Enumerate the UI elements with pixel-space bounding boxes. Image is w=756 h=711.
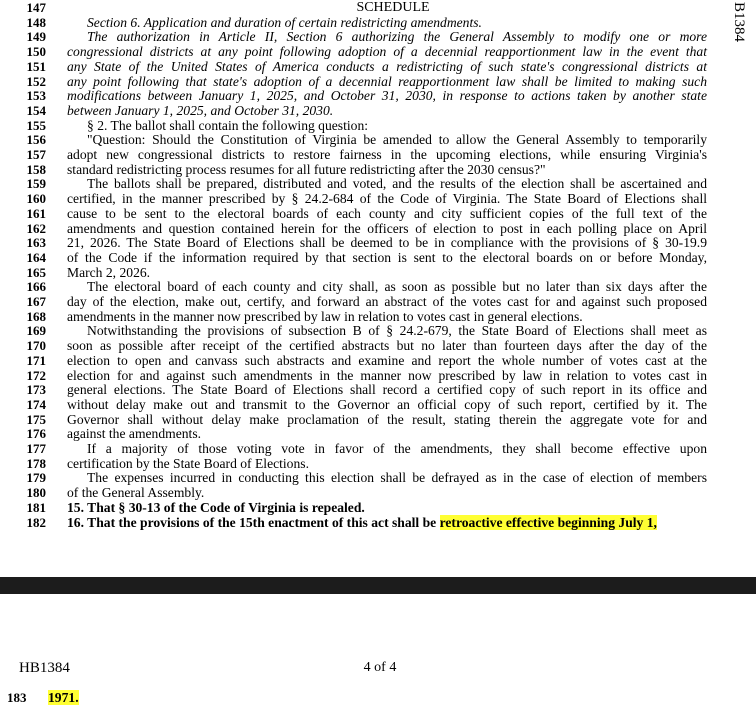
line-number: 180 bbox=[26, 485, 46, 501]
document-line bbox=[0, 251, 720, 266]
line-number: 173 bbox=[26, 382, 46, 398]
document-line bbox=[0, 207, 720, 222]
line-number: 178 bbox=[26, 455, 46, 471]
page-divider bbox=[0, 577, 756, 594]
line-number: 150 bbox=[26, 44, 46, 60]
line-text: The expenses incurred in conducting this election shall be defrayed as in the case of election of members bbox=[87, 470, 707, 486]
line-text: 16. That the provisions of the 15th enactment of this act shall be retroactive effective beginning July 1, bbox=[67, 514, 657, 530]
line-text: amendments in the manner now prescribed by law in relation to votes cast in general elections. bbox=[67, 308, 583, 324]
document-line bbox=[0, 75, 720, 90]
document-line bbox=[0, 89, 720, 104]
document-line bbox=[0, 60, 720, 75]
document-line bbox=[0, 45, 720, 60]
line-number: 165 bbox=[26, 264, 46, 280]
line-number: 164 bbox=[26, 249, 46, 265]
line-number: 179 bbox=[26, 470, 46, 486]
document-line bbox=[0, 457, 720, 472]
document-line bbox=[0, 295, 720, 310]
line-number: 148 bbox=[26, 14, 46, 30]
document-line bbox=[0, 354, 720, 369]
document-line bbox=[0, 119, 720, 134]
line-text: any point following that state's adoption of a decennial reapportionment law shall be limited to making such bbox=[67, 73, 707, 89]
document-line bbox=[0, 413, 720, 428]
bill-side-label: B1384 bbox=[731, 2, 747, 43]
line-text: election for and against such amendments in the manner now prescribed by law in relation to votes cast in bbox=[67, 367, 707, 383]
document-line bbox=[0, 398, 720, 413]
document-line bbox=[0, 177, 720, 192]
line-number: 153 bbox=[26, 88, 46, 104]
line-text: cause to be sent to the electoral boards of each county and city sufficient copies of the full text of the bbox=[67, 205, 707, 221]
line-text: adopt new congressional districts to restore fairness in the upcoming elections, while ensuring Virginia's bbox=[67, 147, 707, 162]
document-line bbox=[0, 104, 720, 119]
line-number: 177 bbox=[26, 441, 46, 456]
footer-bill-id: HB1384 bbox=[19, 660, 70, 676]
line-number: 155 bbox=[26, 117, 46, 133]
highlighted-text: retroactive effective beginning July 1, bbox=[439, 514, 657, 530]
line-number: 159 bbox=[26, 176, 46, 192]
line-text: § 2. The ballot shall contain the following question: bbox=[87, 117, 369, 133]
line-text: The electoral board of each county and city shall, as soon as possible but no later than six days after the bbox=[87, 279, 707, 295]
line-text: against the amendments. bbox=[67, 426, 202, 442]
line-text: modifications between January 1, 2025, and October 31, 2030, in response to actions taken by another state bbox=[67, 88, 707, 104]
document-line bbox=[0, 369, 720, 384]
line-text: congressional districts at any point following adoption of a decennial reapportionment law in the event that bbox=[67, 44, 707, 60]
document-line bbox=[0, 501, 720, 516]
line-number: 151 bbox=[26, 58, 46, 74]
line-number: 160 bbox=[26, 191, 46, 207]
document-line bbox=[0, 427, 720, 442]
line-text: The ballots shall be prepared, distributed and voted, and the results of the election shall be ascertained and bbox=[87, 176, 707, 192]
document-line bbox=[0, 516, 720, 531]
line-text: election to open and canvass such abstracts and examine and report the whole number of votes cast at the bbox=[67, 352, 707, 368]
line-number: 176 bbox=[26, 426, 46, 442]
line-text: without delay make out and transmit to the Governor an official copy of such report, certified by it. The bbox=[67, 396, 707, 412]
line-number: 174 bbox=[26, 396, 46, 412]
line-text: of the General Assembly. bbox=[67, 485, 205, 501]
line-number: 147 bbox=[26, 0, 46, 15]
line-text: Section 6. Application and duration of certain redistricting amendments. bbox=[87, 14, 482, 30]
line-number: 157 bbox=[26, 147, 46, 162]
line-text: The authorization in Article II, Section 6 authorizing the General Assembly to modify one or more bbox=[87, 29, 707, 45]
line-text: general elections. The State Board of Elections shall record a certified copy of such report in its office and bbox=[67, 382, 707, 398]
highlighted-text: 1971. bbox=[48, 690, 79, 705]
document-line bbox=[0, 324, 720, 339]
line-text: of the Code if the information required by that section is sent to the electoral boards on or before Monday, bbox=[67, 249, 707, 265]
document-line bbox=[0, 16, 720, 31]
line-text: Notwithstanding the provisions of subsection B of § 24.2-679, the State Board of Elections shall meet as bbox=[87, 323, 707, 339]
line-number: 163 bbox=[26, 235, 46, 251]
document-line bbox=[0, 310, 720, 325]
line-text: Governor shall without delay make proclamation of the result, stating therein the aggregate vote for and bbox=[67, 411, 707, 427]
schedule-heading: SCHEDULE bbox=[356, 0, 430, 15]
line-number: 172 bbox=[26, 367, 46, 383]
line-number: 166 bbox=[26, 279, 46, 295]
line-number: 158 bbox=[26, 161, 46, 177]
document-line bbox=[0, 163, 720, 178]
document-line bbox=[0, 486, 720, 501]
line-number: 175 bbox=[26, 411, 46, 427]
line-text: certified, in the manner prescribed by § 24.2-684 of the Code of Virginia. The State Board of Elections shall bbox=[67, 191, 707, 207]
document-line bbox=[0, 280, 720, 295]
line-number: 154 bbox=[26, 102, 46, 118]
line-number: 168 bbox=[26, 308, 46, 324]
document-line bbox=[0, 266, 720, 281]
line-183-text bbox=[48, 690, 79, 706]
document-page-lower bbox=[0, 594, 756, 711]
line-text: If a majority of those voting vote in favor of the amendments, they shall become effective upon bbox=[87, 441, 707, 456]
line-number: 167 bbox=[26, 294, 46, 309]
line-number-183: 183 bbox=[7, 690, 27, 705]
document-line bbox=[0, 471, 720, 486]
document-line bbox=[0, 133, 720, 148]
line-number: 170 bbox=[26, 338, 46, 354]
line-number: 169 bbox=[26, 323, 46, 339]
line-text: certification by the State Board of Elections. bbox=[67, 455, 309, 471]
line-text: soon as possible after receipt of the certified abstracts but no later than fourteen days after the day of the bbox=[67, 338, 707, 354]
document-line bbox=[0, 30, 720, 45]
line-number: 182 bbox=[26, 514, 46, 530]
line-text: between January 1, 2025, and October 31, 2030. bbox=[67, 102, 334, 118]
line-text: "Question: Should the Constitution of Virginia be amended to allow the General Assembly to temporarily bbox=[87, 132, 707, 148]
line-text: day of the election, make out, certify, and forward an abstract of the votes cast for and against such proposed bbox=[67, 294, 707, 309]
line-number: 162 bbox=[26, 220, 46, 236]
line-text: standard redistricting process resumes for all future redistricting after the 2030 census?" bbox=[67, 161, 546, 177]
footer-page-number: 4 of 4 bbox=[363, 660, 397, 675]
line-number: 156 bbox=[26, 132, 46, 148]
line-text: any State of the United States of America conducts a redistricting of such state's congressional districts at bbox=[67, 58, 707, 74]
document-line bbox=[0, 383, 720, 398]
line-text: March 2, 2026. bbox=[67, 264, 151, 280]
line-number: 171 bbox=[26, 352, 46, 368]
document-line bbox=[0, 222, 720, 237]
document-line bbox=[0, 442, 720, 457]
document-line bbox=[0, 236, 720, 251]
document-line bbox=[0, 148, 720, 163]
line-text: amendments and question contained herein for the officers of election to post in each polling place on April bbox=[67, 220, 707, 236]
line-text: 21, 2026. The State Board of Elections shall be deemed to be in compliance with the provisions of § 30-19.9 bbox=[67, 235, 707, 251]
line-number: 149 bbox=[26, 29, 46, 45]
document-line bbox=[0, 339, 720, 354]
document-line bbox=[0, 1, 720, 16]
line-text: 15. That § 30-13 of the Code of Virginia is repealed. bbox=[67, 499, 365, 515]
line-number: 181 bbox=[26, 499, 46, 515]
line-number: 152 bbox=[26, 73, 46, 89]
document-line bbox=[0, 192, 720, 207]
line-number: 161 bbox=[26, 205, 46, 221]
